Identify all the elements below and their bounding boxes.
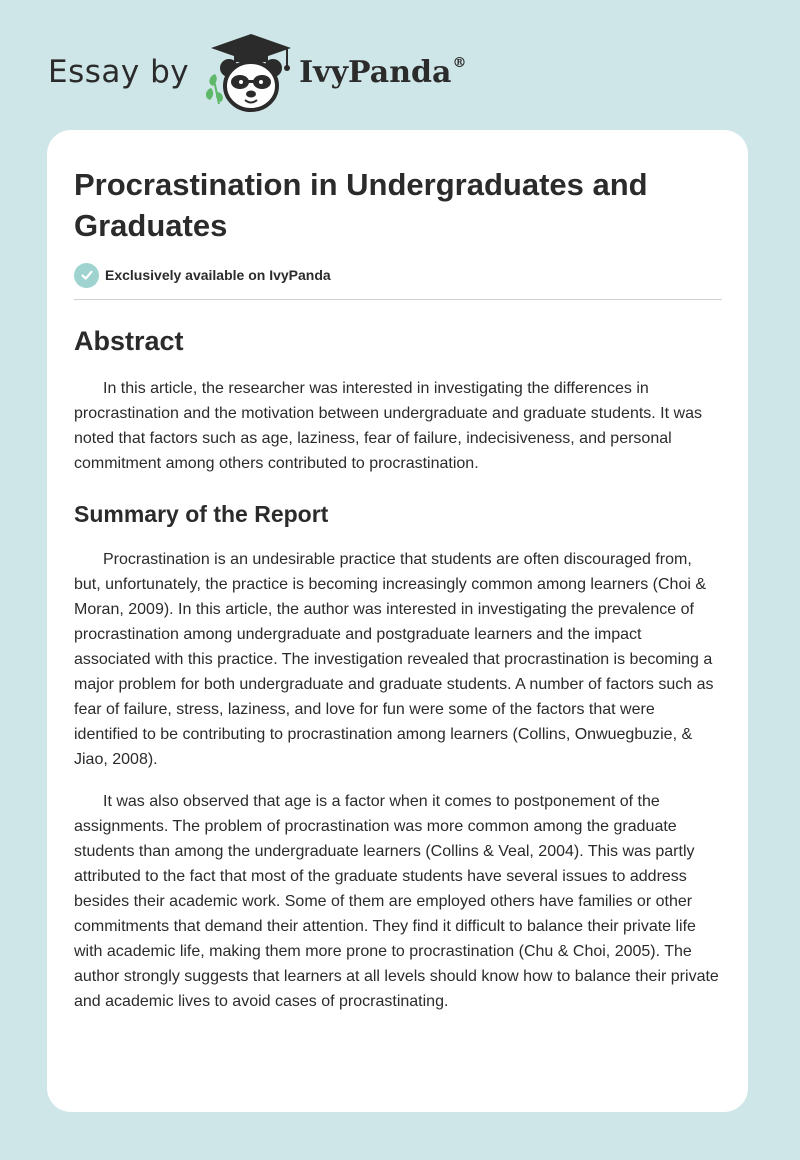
- essay-card: [47, 130, 748, 1112]
- divider: [74, 299, 722, 300]
- essay-by-label: Essay by: [48, 54, 190, 90]
- summary-paragraph-1: Procrastination is an undesirable practice that students are often discouraged from, but, unfortunately, the practice is becoming increasingly common among learners (Choi & Moran, 2009). In this article, the author was interested in investigating the prevalence of procrastination among undergraduate and postgraduate learners and the impact associated with this practice. The investigation revealed that procrastination is becoming a major problem for both undergraduate and graduate students. A number of factors such as fear of failure, stress, laziness, and love for fun were some of the factors that were identified to be contributing to procrastination among learners (Collins, Onwuegbuzie, & Jiao, 2008).: [74, 551, 714, 768]
- summary-heading: Summary of the Report: [74, 501, 329, 527]
- abstract-heading: Abstract: [74, 326, 184, 356]
- page-title: Procrastination in Undergraduates and Graduates: [74, 167, 648, 243]
- site-header: [48, 30, 466, 114]
- summary-paragraph-2: It was also observed that age is a factor when it comes to postponement of the assignments. The problem of procrastination was more common among the graduate students than among the undergraduate learners (Collins & Veal, 2004). This was partly attributed to the fact that most of the graduate students have several issues to address besides their academic work. Some of them are employed others have families or other commitments that demand their attention. They find it difficult to balance their private life with academic life, making them more prone to procrastination (Chu & Choi, 2005). The author strongly suggests that learners at all levels should know how to balance their private and academic lives to avoid cases of procrastinating.: [74, 793, 719, 1010]
- exclusive-badge-text: Exclusively available on IvyPanda: [105, 267, 331, 283]
- registered-mark: ®: [452, 54, 467, 71]
- abstract-paragraph: In this article, the researcher was interested in investigating the differences in procrastination and the motivation between undergraduate and graduate students. It was noted that factors such as age, laziness, fear of failure, indecisiveness, and personal commitment among others contributed to procrastination.: [74, 380, 702, 472]
- brand-name[interactable]: [299, 55, 466, 90]
- brand-name-text: IvyPanda: [299, 54, 452, 90]
- panda-graduate-logo-icon[interactable]: [201, 30, 293, 114]
- checkmark-icon: [74, 263, 99, 288]
- exclusive-badge: [74, 262, 722, 288]
